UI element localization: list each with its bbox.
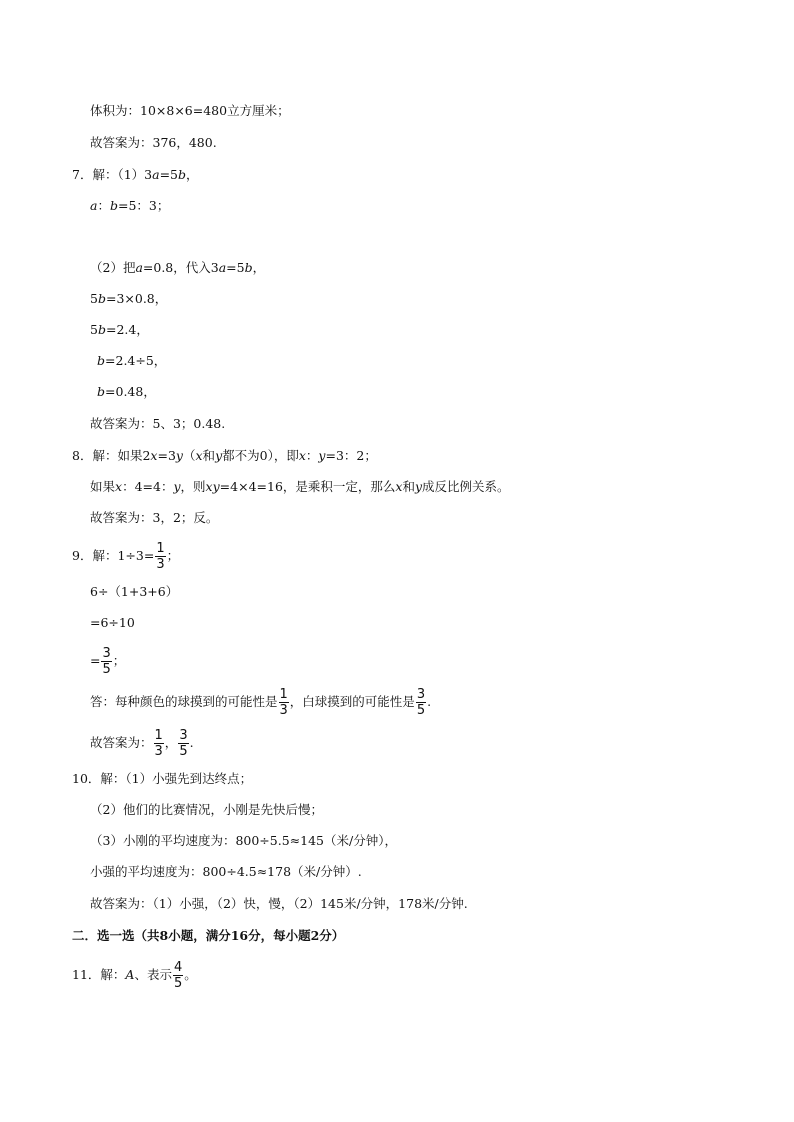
- var-b: b: [97, 291, 106, 306]
- denominator: 5: [102, 662, 111, 677]
- text: =2.4，: [105, 322, 149, 337]
- text: 故答案为：3，2；反。: [90, 510, 219, 525]
- var-x: x: [115, 479, 123, 494]
- var-a: a: [152, 167, 160, 182]
- var-x: x: [395, 479, 403, 494]
- var-x: x: [150, 448, 158, 463]
- text: 8．解：如果2: [72, 448, 151, 463]
- fraction-three-fifths: [178, 729, 188, 758]
- var-y: y: [414, 479, 423, 494]
- denominator: 3: [156, 557, 165, 572]
- text: ，: [164, 735, 178, 750]
- text: 11．解：: [72, 967, 126, 982]
- text: 7．解：（1）3: [72, 167, 153, 182]
- text: 成反比例关系。: [422, 479, 510, 494]
- text: 5: [90, 322, 98, 337]
- text: 。: [184, 967, 197, 982]
- text: ，: [186, 167, 199, 182]
- text: ：4=4：: [122, 479, 174, 494]
- line-race-description: [90, 801, 323, 819]
- numerator: 4: [173, 960, 183, 975]
- text: 都不为0），即: [222, 448, 299, 463]
- text: =6÷10: [90, 615, 135, 630]
- text: =4×4=16，是乘积一定，那么: [219, 479, 396, 494]
- line-substitute: [90, 259, 265, 277]
- line-answer-9: [90, 729, 194, 758]
- numerator: 3: [102, 646, 111, 661]
- text: =3：2；: [325, 448, 377, 463]
- fraction-one-third: [155, 542, 165, 571]
- text: 5: [90, 291, 98, 306]
- var-b: b: [97, 353, 106, 368]
- text: =0.48，: [105, 384, 156, 399]
- text: 10．解：（1）小强先到达终点；: [72, 771, 253, 786]
- text: =2.4÷5，: [105, 353, 167, 368]
- text: .: [427, 694, 432, 709]
- question-11-heading: [72, 961, 197, 990]
- text: 体积为：10×8×6=480立方厘米；: [90, 103, 290, 118]
- fraction-four-fifths: [173, 961, 183, 990]
- text: 如果: [90, 479, 116, 494]
- text: 故答案为：5、3；0.48.: [90, 416, 226, 431]
- question-7-heading: [72, 166, 199, 184]
- question-9-heading: [72, 542, 179, 571]
- text: （: [182, 448, 196, 463]
- fraction-three-fifths: [101, 647, 111, 676]
- text: =3: [157, 448, 176, 463]
- text: ；: [112, 653, 126, 668]
- fraction-one-third: [154, 729, 164, 758]
- text: 和: [202, 448, 216, 463]
- text: 故答案为：（1）小强，（2）快，慢，（2）145米/分钟，178米/分钟.: [90, 896, 468, 911]
- var-x: x: [298, 448, 306, 463]
- text: .: [189, 735, 194, 750]
- numerator: 1: [156, 541, 165, 556]
- text: （3）小刚的平均速度为：800÷5.5≈145（米/分钟），: [90, 833, 397, 848]
- line-6-div-10: [90, 614, 135, 632]
- text: 二．选一选（共8小题，满分16分，每小题2分）: [72, 928, 345, 943]
- text: 和: [402, 479, 415, 494]
- line-5b-eq-2: [90, 321, 149, 339]
- text: ，白球摸到的可能性是: [289, 694, 415, 709]
- text: =5: [159, 167, 178, 182]
- line-xiaoqiang-speed: [90, 863, 362, 881]
- text: 、表示: [134, 967, 172, 982]
- text: ：: [305, 448, 319, 463]
- denominator: 5: [179, 744, 188, 759]
- text: 9．解：1÷3=: [72, 548, 155, 563]
- line-answer-6: [90, 134, 217, 152]
- line-answer-10: [90, 895, 468, 913]
- text: 6÷（1+3+6）: [90, 584, 179, 599]
- var-A: A: [125, 967, 135, 982]
- var-y: y: [175, 448, 183, 463]
- question-8-heading: [72, 447, 377, 465]
- line-6-div: [90, 583, 178, 601]
- line-5b-eq-1: [90, 290, 167, 308]
- line-xiaogang-speed: [90, 832, 397, 850]
- line-answer-statement-9: [90, 688, 431, 717]
- text: =3×0.8，: [105, 291, 168, 306]
- var-y: y: [173, 479, 181, 494]
- line-b-eq-1: [97, 352, 166, 370]
- var-xy: xy: [205, 479, 220, 494]
- line-b-eq-2: [97, 383, 156, 401]
- line-inverse-proportion: [90, 478, 510, 496]
- text: （2）把: [90, 260, 136, 275]
- var-x: x: [195, 448, 203, 463]
- var-a: a: [135, 260, 143, 275]
- text: =5：3；: [117, 198, 170, 213]
- var-a: a: [90, 198, 98, 213]
- var-b: b: [109, 198, 118, 213]
- numerator: 3: [179, 728, 188, 743]
- text: 小强的平均速度为：800÷4.5≈178（米/分钟）.: [90, 864, 362, 879]
- var-a: a: [218, 260, 227, 275]
- text: （2）他们的比赛情况，小刚是先快后慢；: [90, 802, 323, 817]
- text: =0.8，代入3: [142, 260, 219, 275]
- var-y: y: [318, 448, 326, 463]
- numerator: 1: [154, 728, 163, 743]
- line-answer-8: [90, 509, 218, 527]
- numerator: 1: [279, 687, 288, 702]
- line-answer-7: [90, 415, 225, 433]
- fraction-one-third: [279, 688, 289, 717]
- line-result-three-fifths: [90, 647, 125, 676]
- text: 故答案为：: [90, 735, 153, 750]
- var-b: b: [244, 260, 253, 275]
- line-ratio-ab: [90, 197, 169, 215]
- text: ：: [97, 198, 110, 213]
- denominator: 5: [173, 976, 183, 991]
- denominator: 5: [416, 703, 426, 718]
- fraction-three-fifths: [416, 688, 426, 717]
- var-b: b: [97, 322, 106, 337]
- text: ，: [252, 260, 266, 275]
- section-2-heading: [72, 927, 344, 945]
- text: ，则: [180, 479, 206, 494]
- line-volume: [90, 102, 290, 120]
- denominator: 3: [279, 703, 288, 718]
- text: =: [90, 653, 101, 668]
- denominator: 3: [154, 744, 163, 759]
- numerator: 3: [416, 687, 426, 702]
- var-y: y: [215, 448, 223, 463]
- var-b: b: [97, 384, 106, 399]
- question-10-heading: [72, 770, 252, 788]
- text: 答：每种颜色的球摸到的可能性是: [90, 694, 278, 709]
- text: 故答案为：376，480.: [90, 135, 217, 150]
- text: ；: [166, 548, 180, 563]
- text: =5: [226, 260, 245, 275]
- var-b: b: [178, 167, 187, 182]
